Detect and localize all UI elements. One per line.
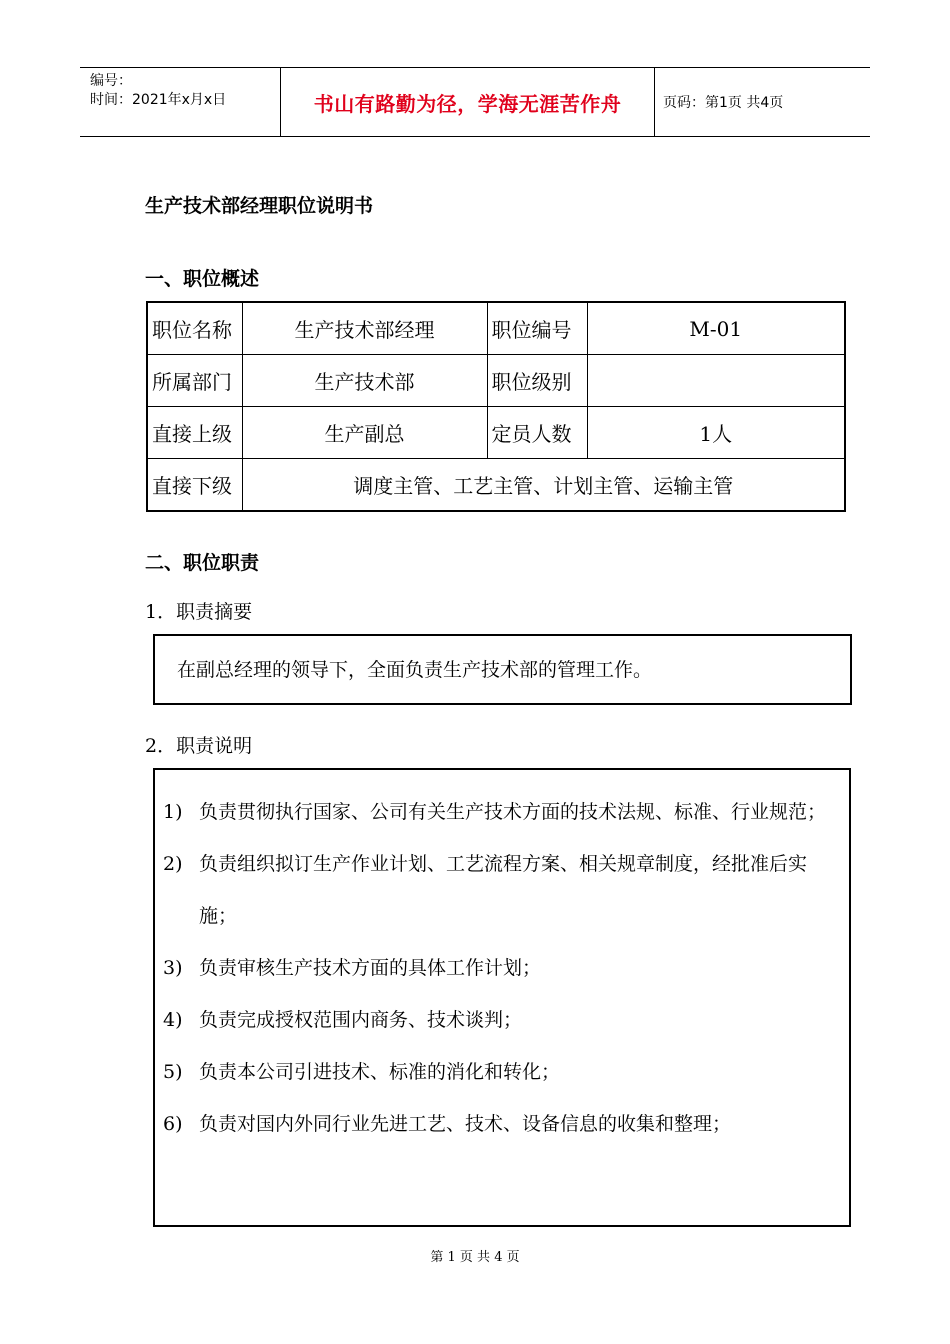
table-cell: 直接上级 <box>147 407 242 459</box>
item-text: 负责贯彻执行国家、公司有关生产技术方面的技术法规、标准、行业规范； <box>199 801 827 823</box>
table-cell: M-01 <box>587 302 845 355</box>
list-item <box>163 1098 843 1150</box>
position-info-table <box>146 301 846 512</box>
table-cell: 生产副总 <box>242 407 487 459</box>
list-item <box>163 994 843 1046</box>
item-text: 负责对国内外同行业先进工艺、技术、设备信息的收集和整理； <box>199 1113 732 1135</box>
item-text: 负责审核生产技术方面的具体工作计划； <box>199 957 542 979</box>
table-row <box>147 459 845 512</box>
table-cell: 职位名称 <box>147 302 242 355</box>
details-heading: 2．职责说明 <box>145 735 253 757</box>
table-cell: 职位级别 <box>487 355 587 407</box>
document-title: 生产技术部经理职位说明书 <box>145 195 374 217</box>
duties-box <box>153 768 851 1227</box>
item-number: 4) <box>163 1009 183 1031</box>
page-header <box>80 67 870 137</box>
item-number: 2) <box>163 853 183 875</box>
list-item <box>163 1046 843 1098</box>
section-overview: 一、职位概述 <box>145 268 260 290</box>
item-number: 3) <box>163 957 183 979</box>
list-item <box>163 838 843 942</box>
list-item <box>163 786 843 838</box>
number-label: 编号： <box>90 73 132 89</box>
summary-text: 在副总经理的领导下，全面负责生产技术部的管理工作。 <box>177 659 653 681</box>
table-cell: 职位编号 <box>487 302 587 355</box>
table-row <box>147 355 845 407</box>
summary-heading: 1．职责摘要 <box>145 601 253 623</box>
table-cell: 调度主管、工艺主管、计划主管、运输主管 <box>242 459 845 512</box>
summary-box <box>153 634 852 705</box>
table-cell: 所属部门 <box>147 355 242 407</box>
table-cell: 生产技术部经理 <box>242 302 487 355</box>
item-text: 负责完成授权范围内商务、技术谈判； <box>199 1009 523 1031</box>
item-number: 5) <box>163 1061 183 1083</box>
table-cell: 生产技术部 <box>242 355 487 407</box>
item-number: 6) <box>163 1113 183 1135</box>
page-footer: 第 1 页 共 4 页 <box>430 1250 520 1265</box>
item-text: 负责本公司引进技术、标准的消化和转化； <box>199 1061 561 1083</box>
list-item <box>163 942 843 994</box>
table-cell: 1人 <box>587 407 845 459</box>
time-label: 时间：2021年x月x日 <box>90 92 227 108</box>
section-duties: 二、职位职责 <box>145 552 260 574</box>
table-row <box>147 407 845 459</box>
header-left <box>90 72 226 110</box>
table-row <box>147 302 845 355</box>
motto: 书山有路勤为径，学海无涯苦作舟 <box>280 68 655 136</box>
item-number: 1) <box>163 801 183 823</box>
page-label: 页码：第1页 共4页 <box>663 95 784 111</box>
duties-list <box>163 786 843 1150</box>
table-cell: 定员人数 <box>487 407 587 459</box>
table-cell <box>587 355 845 407</box>
table-cell: 直接下级 <box>147 459 242 512</box>
item-text: 负责组织拟订生产作业计划、工艺流程方案、相关规章制度，经批准后实施； <box>199 853 808 927</box>
